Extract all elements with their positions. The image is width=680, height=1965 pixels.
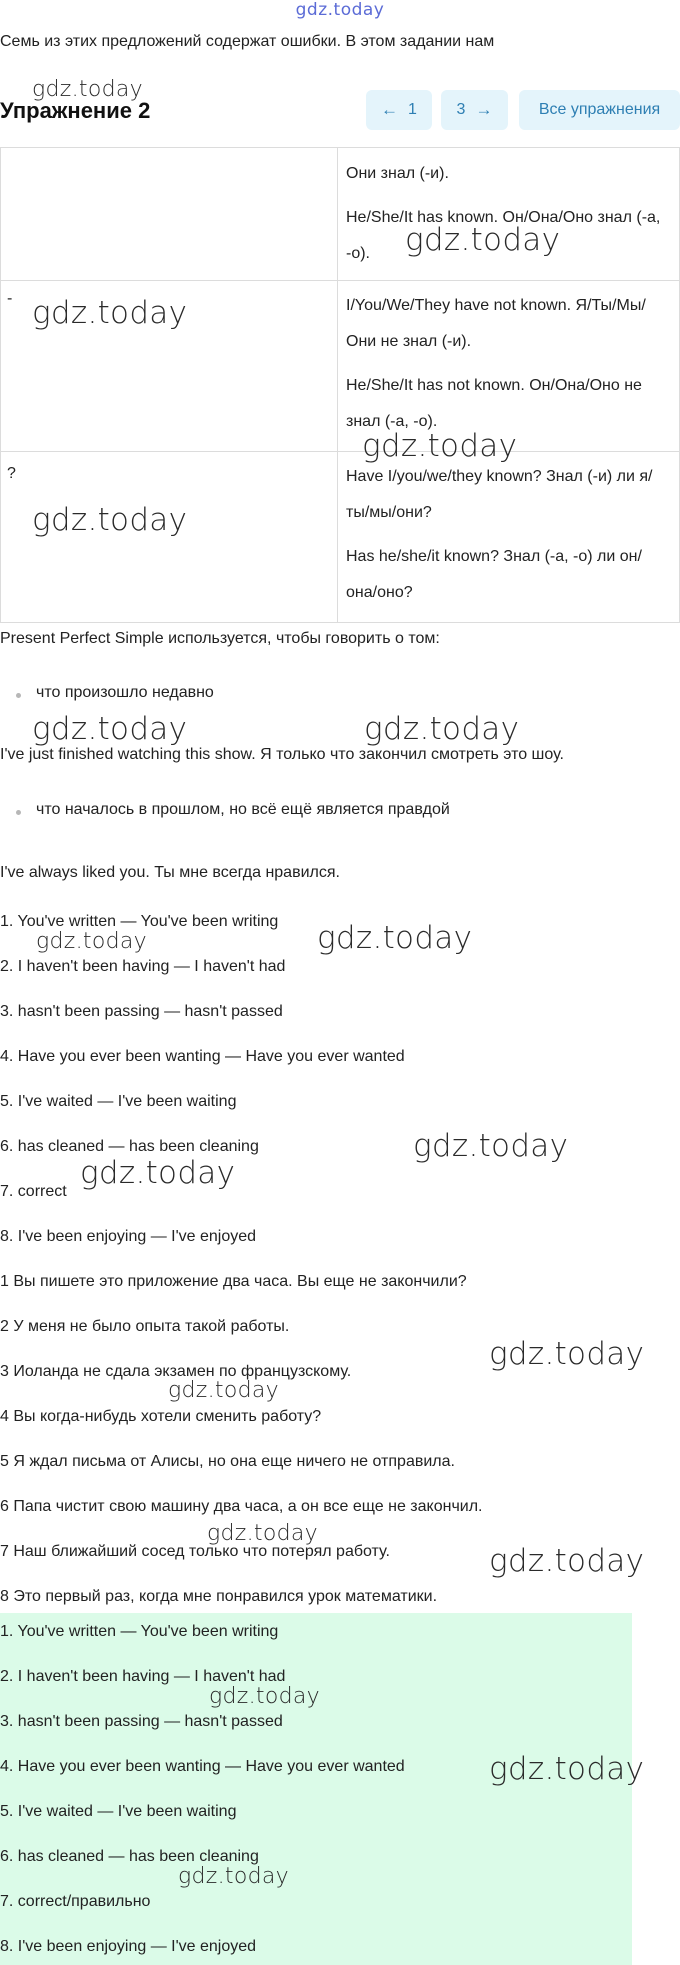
answer-line: 4. Have you ever been wanting — Have you ever wanted	[0, 1048, 405, 1065]
table-cell-examples	[338, 148, 680, 281]
translation-line: 3 Иоланда не сдала экзамен по французскому.	[0, 1363, 352, 1380]
table-cell-examples	[338, 281, 680, 452]
table-text: I/You/We/They have not known. Я/Ты/Мы/Они не знал (-и).	[346, 297, 646, 350]
answer-box	[0, 1613, 632, 1965]
translation-line: 7 Наш ближайший сосед только что потерял работу.	[0, 1543, 390, 1560]
bullet-dot-icon	[16, 693, 21, 698]
watermark: gdz.today	[36, 929, 147, 954]
answer-line: 1. You've written — You've been writing	[0, 913, 279, 930]
table-text: Has he/she/it known? Знал (-а, -о) ли он/она/оно?	[346, 548, 642, 601]
answer-line: 5. I've waited — I've been waiting	[0, 1093, 237, 1110]
watermark: gdz.today	[80, 1155, 236, 1191]
answer-line: 2. I haven't been having — I haven't had	[0, 958, 286, 975]
watermark: gdz.today	[178, 1864, 289, 1889]
answer-box-line: 4. Have you ever been wanting — Have you ever wanted	[0, 1758, 405, 1775]
next-exercise-button[interactable]	[441, 90, 508, 130]
site-logo[interactable]: gdz.today	[295, 0, 385, 20]
theory-intro: Present Perfect Simple используется, чтобы говорить о том:	[0, 630, 440, 647]
watermark: gdz.today	[209, 1684, 320, 1709]
watermark: gdz.today	[317, 920, 473, 956]
theory-bullet: что произошло недавно	[36, 684, 214, 701]
watermark: gdz.today	[32, 77, 143, 102]
bullet-dot-icon	[16, 810, 21, 815]
theory-bullet: что началось в прошлом, но всё ещё является правдой	[36, 801, 450, 818]
table-cell-form: ?	[1, 452, 338, 623]
intro-text: Семь из этих предложений содержат ошибки. В этом задании нам	[0, 33, 495, 50]
answer-box-line: 5. I've waited — I've been waiting	[0, 1803, 237, 1820]
translation-line: 8 Это первый раз, когда мне понравился урок математики.	[0, 1588, 438, 1605]
all-exercises-button[interactable]	[519, 90, 680, 130]
watermark: gdz.today	[489, 1336, 645, 1372]
table-cell-form: -	[1, 281, 338, 452]
watermark: gdz.today	[32, 711, 188, 747]
prev-exercise-label: 1	[408, 101, 417, 118]
watermark: gdz.today	[413, 1128, 569, 1164]
watermark: gdz.today	[32, 295, 188, 331]
answer-box-line: 6. has cleaned — has been cleaning	[0, 1848, 259, 1865]
answer-box-line: 8. I've been enjoying — I've enjoyed	[0, 1938, 257, 1955]
watermark: gdz.today	[207, 1521, 318, 1546]
answer-box-line: 1. You've written — You've been writing	[0, 1623, 279, 1640]
grammar-table	[0, 147, 680, 623]
prev-exercise-button[interactable]	[366, 90, 432, 130]
translation-line: 5 Я ждал письма от Алисы, но она еще ничего не отправила.	[0, 1453, 455, 1470]
table-cell-examples	[338, 452, 680, 623]
arrow-right-icon: →	[475, 100, 493, 119]
answer-line: 3. hasn't been passing — hasn't passed	[0, 1003, 283, 1020]
theory-example: I've always liked you. Ты мне всегда нравился.	[0, 864, 340, 881]
arrow-left-icon: ←	[381, 100, 399, 119]
watermark: gdz.today	[364, 711, 520, 747]
table-text: He/She/It has known. Он/Она/Оно знал (-а, -о).	[346, 209, 661, 262]
answer-box-line: 3. hasn't been passing — hasn't passed	[0, 1713, 283, 1730]
table-text: He/She/It has not known. Он/Она/Оно не знал (-а, -о).	[346, 377, 642, 430]
table-text: Have I/you/we/they known? Знал (-и) ли я/ты/мы/они?	[346, 468, 653, 521]
watermark: gdz.today	[32, 502, 188, 538]
all-exercises-label: Все упражнения	[538, 101, 661, 118]
next-exercise-label: 3	[456, 101, 466, 118]
watermark: gdz.today	[362, 428, 518, 464]
table-row	[1, 452, 680, 623]
answer-box-line: 7. correct/правильно	[0, 1893, 151, 1910]
watermark: gdz.today	[168, 1378, 279, 1403]
answer-box-line: 2. I haven't been having — I haven't had	[0, 1668, 286, 1685]
watermark: gdz.today	[489, 1751, 645, 1787]
translation-line: 1 Вы пишете это приложение два часа. Вы еще не закончили?	[0, 1273, 467, 1290]
table-row	[1, 281, 680, 452]
translation-line: 2 У меня не было опыта такой работы.	[0, 1318, 290, 1335]
table-cell-form	[1, 148, 338, 281]
table-row	[1, 148, 680, 281]
theory-example: I've just finished watching this show. Я только что закончил смотреть это шоу.	[0, 746, 564, 763]
translation-line: 4 Вы когда-нибудь хотели сменить работу?	[0, 1408, 322, 1425]
watermark: gdz.today	[489, 1543, 645, 1579]
table-text: Они знал (-и).	[346, 165, 449, 182]
answer-line: 7. correct	[0, 1183, 67, 1200]
answer-line: 8. I've been enjoying — I've enjoyed	[0, 1228, 257, 1245]
watermark: gdz.today	[405, 222, 561, 258]
page-title: Упражнение 2	[0, 98, 151, 123]
answer-line: 6. has cleaned — has been cleaning	[0, 1138, 259, 1155]
translation-line: 6 Папа чистит свою машину два часа, а он все еще не закончил.	[0, 1498, 483, 1515]
